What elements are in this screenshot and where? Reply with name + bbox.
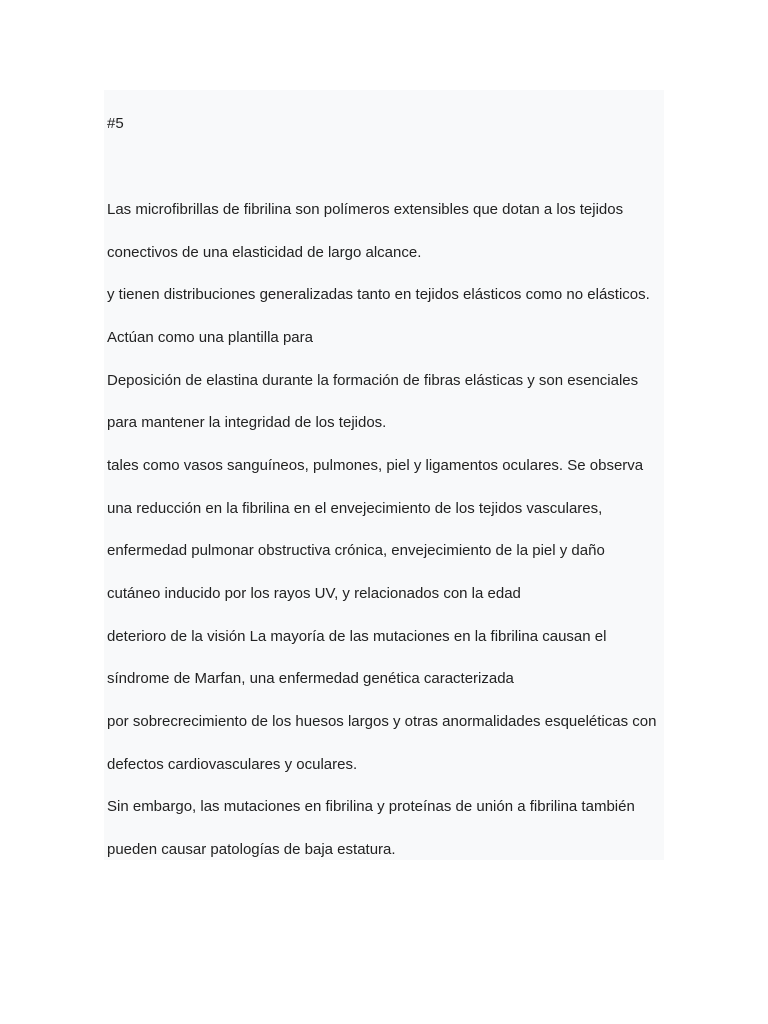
text-line: para mantener la integridad de los tejidos. (107, 414, 387, 432)
text-line: y tienen distribuciones generalizadas tanto en tejidos elásticos como no elásticos. (107, 286, 650, 304)
text-line: enfermedad pulmonar obstructiva crónica, envejecimiento de la piel y daño (107, 542, 605, 560)
text-line: Sin embargo, las mutaciones en fibrilina y proteínas de unión a fibrilina también (107, 798, 635, 816)
text-line: Deposición de elastina durante la formación de fibras elásticas y son esenciales (107, 371, 639, 389)
text-line: tales como vasos sanguíneos, pulmones, piel y ligamentos oculares. Se observa (107, 456, 644, 474)
text-line: defectos cardiovasculares y oculares. (107, 755, 358, 773)
text-line: conectivos de una elasticidad de largo alcance. (107, 243, 422, 261)
paragraph-lines (107, 200, 656, 883)
text-line: Actúan como una plantilla para (107, 328, 313, 346)
text-line: cutáneo inducido por los rayos UV, y relacionados con la edad (107, 584, 521, 602)
text-line: deterioro de la visión La mayoría de las mutaciones en la fibrilina causan el (107, 627, 607, 645)
text-line: Las microfibrillas de fibrilina son polímeros extensibles que dotan a los tejidos (107, 201, 624, 218)
text-line: síndrome de Marfan, una enfermedad genética caracterizada (107, 670, 514, 688)
text-line: una reducción en la fibrilina en el envejecimiento de los tejidos vasculares, (107, 499, 603, 517)
text-line: pueden causar patologías de baja estatura. (107, 840, 396, 858)
text-line: por sobrecrecimiento de los huesos largos y otras anormalidades esqueléticas con (107, 712, 657, 730)
section-heading: #5 (107, 115, 124, 132)
text-block (104, 90, 664, 860)
